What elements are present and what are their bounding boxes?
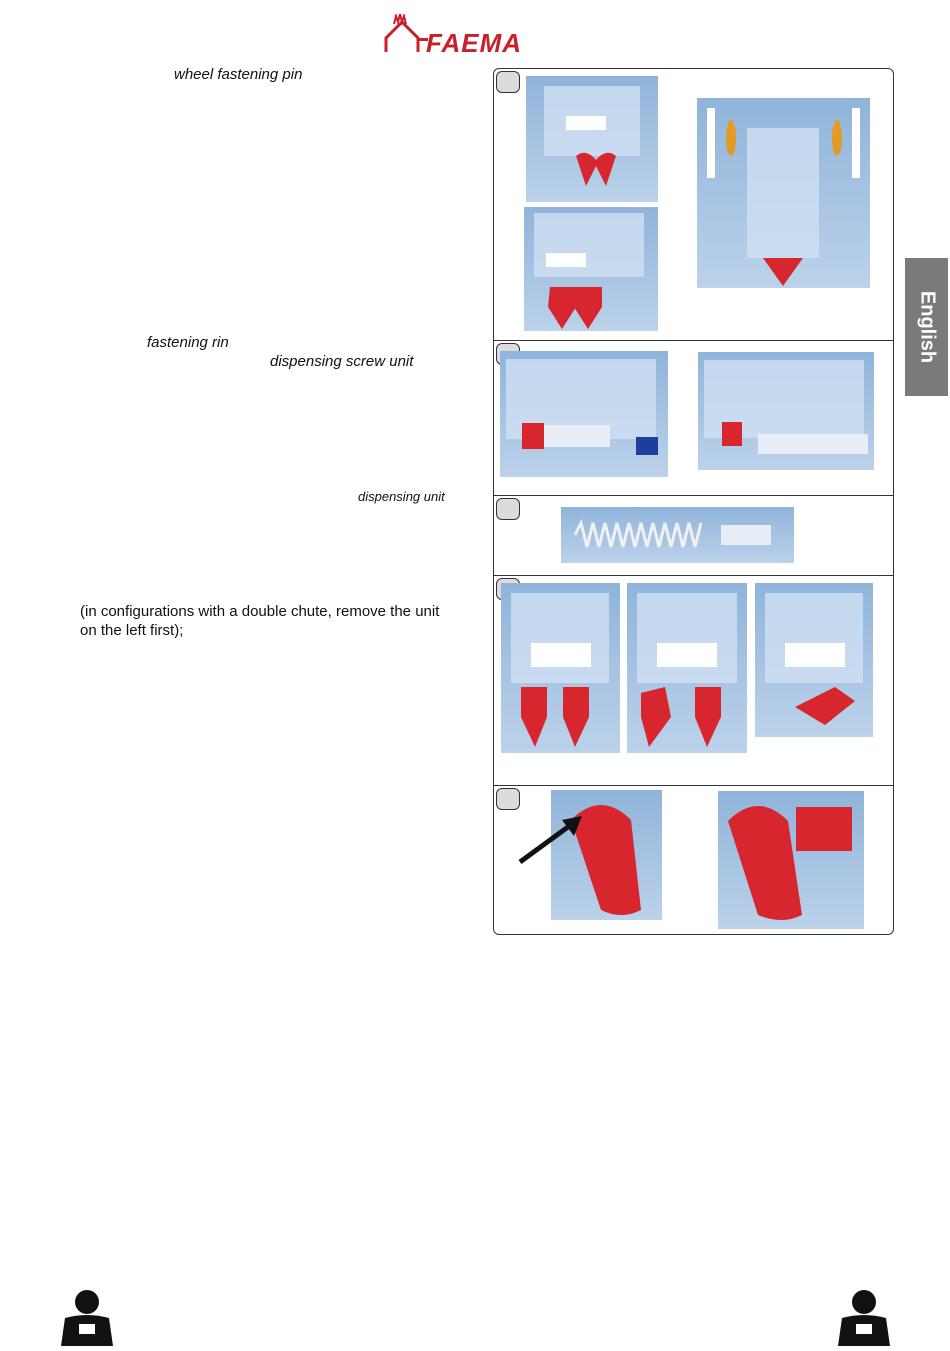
chute-unit-step2-image (627, 583, 747, 753)
label-dispensing-unit: dispensing unit (358, 489, 445, 504)
screw-unit-released-image (698, 352, 874, 470)
label-wheel-fastening-pin: wheel fastening pin (174, 66, 303, 83)
chute-detail-open-image (718, 791, 864, 929)
figure-badge-1 (496, 71, 520, 93)
figure-badge-3 (496, 498, 520, 520)
unit-exploded-view-image (697, 98, 870, 288)
label-fastening-ring: fastening rin (147, 334, 229, 351)
figure-divider (494, 575, 893, 576)
language-tab (905, 258, 948, 396)
arrow-icon (516, 806, 586, 866)
figure-divider (494, 785, 893, 786)
brand-name: FAEMA (426, 28, 522, 58)
chute-unit-step3-image (755, 583, 873, 737)
spring-screw-image (561, 507, 794, 563)
figure-divider (494, 340, 893, 341)
figure-divider (494, 495, 893, 496)
barista-icon (834, 1288, 894, 1346)
chute-unit-step1-image (501, 583, 620, 753)
language-tab-label: English (916, 290, 938, 364)
unit-rear-view-image (526, 76, 658, 202)
double-chute-note: (in configurations with a double chute, remove the unit on the left first); (80, 603, 440, 639)
screw-unit-installed-image (500, 351, 668, 477)
unit-front-view-image (524, 207, 658, 331)
barista-icon (57, 1288, 117, 1346)
label-dispensing-screw-unit: dispensing screw unit (270, 353, 414, 370)
